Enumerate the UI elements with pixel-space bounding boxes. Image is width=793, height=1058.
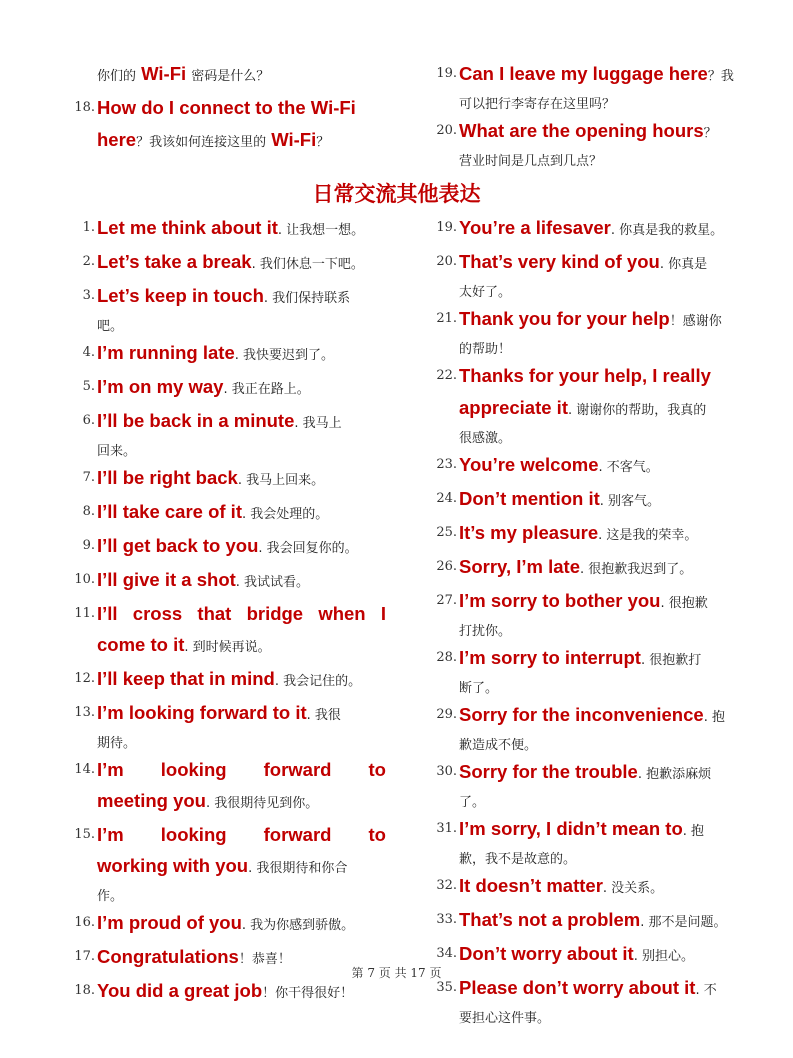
en-phrase: Let me think about it: [97, 217, 278, 238]
page-footer: 第 7 页 共 17 页: [351, 966, 442, 980]
entry-number: 6.: [82, 413, 95, 428]
phrase-line: [97, 371, 386, 405]
phrase-entry: [430, 449, 760, 483]
phrase-entry: [68, 754, 386, 819]
en-phrase: appreciate it: [459, 397, 568, 418]
translation-continuation: [97, 731, 386, 754]
zh-translation: 回来。: [97, 444, 137, 459]
translation-continuation: [459, 790, 760, 813]
phrase-line: [97, 697, 386, 731]
entry-19-top: [430, 58, 760, 115]
justified-line: [97, 819, 386, 850]
entry-number: 33.: [436, 912, 457, 927]
entry-number: 19.: [436, 66, 457, 81]
phrase-entry: [430, 870, 760, 904]
zh-translation: . 我会记住的。: [274, 674, 362, 689]
zh-translation: . 别担心。: [633, 949, 694, 964]
phrase-line: [97, 629, 386, 663]
entry-number: 11.: [74, 606, 95, 621]
left-phrase-list: [68, 212, 386, 1009]
entry-number: 18.: [74, 100, 95, 115]
zh-translation: 歉，我不是故意的。: [459, 852, 577, 867]
phrase-entry: [430, 756, 760, 813]
entry-number: 16.: [74, 915, 95, 930]
en-phrase: I’m on my way: [97, 376, 224, 397]
entry-number: 35.: [436, 980, 457, 995]
zh-translation: . 我试试看。: [235, 575, 310, 590]
phrase-line: [97, 850, 386, 884]
phrase-line: [459, 360, 760, 392]
en-phrase: Let’s keep in touch: [97, 285, 264, 306]
zh-translation: 吧。: [97, 319, 124, 334]
zh-translation: . 不客气。: [598, 460, 659, 475]
phrase-line: [459, 212, 760, 246]
zh-translation: . 到时候再说。: [184, 640, 271, 655]
top-right-column: [430, 58, 760, 172]
zh-translation: 要担心这件事。: [459, 1011, 551, 1026]
zh-translation: ！感谢你: [669, 314, 722, 329]
entry-number: 29.: [436, 707, 457, 722]
en-word: forward: [263, 824, 332, 845]
phrase-entry: [430, 517, 760, 551]
entry-number: 4.: [82, 345, 95, 360]
phrase-line: [459, 813, 760, 847]
zh-translation: 太好了。: [459, 285, 512, 300]
en-phrase: That’s very kind of you: [459, 251, 660, 272]
en-phrase: Sorry for the trouble: [459, 761, 638, 782]
en-phrase: I’m looking forward to it: [97, 702, 307, 723]
zh-translation: . 抱: [682, 824, 705, 839]
zh-text: 密码是什么？: [191, 69, 270, 84]
entry-number: 7.: [82, 470, 95, 485]
entry-number: 21.: [436, 311, 457, 326]
en-phrase: I’ll get back to you: [97, 535, 259, 556]
en-phrase: Sorry for the inconvenience: [459, 704, 704, 725]
phrase-line: [97, 785, 386, 819]
entry-number: 17.: [74, 949, 95, 964]
zh-translation: . 我为你感到骄傲。: [241, 918, 355, 933]
en-phrase: here: [97, 129, 137, 150]
zh-translation: . 让我想一想。: [277, 223, 365, 238]
section-heading: 日常交流其他表达: [312, 182, 481, 206]
zh-translation: 作。: [97, 889, 124, 904]
en-word: cross: [132, 603, 183, 624]
phrase-line: [459, 904, 760, 938]
zh-translation: . 这是我的荣幸。: [598, 528, 698, 543]
top-left-column: [68, 58, 388, 158]
zh-translation: . 我们休息一下吧。: [251, 257, 364, 272]
phrase-entry: [68, 819, 386, 907]
phrase-entry: [430, 483, 760, 517]
en-word: I’ll: [97, 603, 118, 624]
phrase-line: [97, 246, 386, 280]
entry-number: 13.: [74, 705, 95, 720]
en-phrase: I’ll keep that in mind: [97, 668, 275, 689]
en-phrase: I’ll be right back: [97, 467, 238, 488]
phrase-line: [97, 280, 386, 314]
phrase-line: [459, 870, 760, 904]
en-phrase: Don’t worry about it: [459, 943, 634, 964]
en-phrase: I’m proud of you: [97, 912, 242, 933]
en-word: when: [318, 603, 366, 624]
entry-number: 32.: [436, 878, 457, 893]
entry-17-continuation: [68, 58, 388, 92]
translation-continuation: [459, 426, 760, 449]
entry-number: 34.: [436, 946, 457, 961]
zh-translation: . 很抱歉: [660, 596, 708, 611]
zh-text: ？: [703, 126, 717, 141]
en-word: bridge: [246, 603, 304, 624]
phrase-line: [97, 907, 386, 941]
entry-18-top: [68, 92, 388, 158]
zh-translation: . 谢谢你的帮助，我真的: [568, 403, 707, 418]
en-phrase: You’re a lifesaver: [459, 217, 611, 238]
en-phrase: Wi-Fi: [271, 129, 317, 150]
phrase-line: [97, 496, 386, 530]
zh-translation: 歉造成不便。: [459, 738, 538, 753]
entry-number: 14.: [74, 762, 95, 777]
entry-number: 15.: [74, 827, 95, 842]
translation-continuation: [459, 280, 760, 303]
en-phrase: Thank you for your help: [459, 308, 670, 329]
entry-number: 20.: [436, 123, 457, 138]
entry-number: 19.: [436, 220, 457, 235]
entry-number: 3.: [82, 288, 95, 303]
zh-translation: . 我马上: [294, 416, 342, 431]
zh-translation: . 抱: [703, 710, 725, 725]
translation-continuation: [97, 439, 386, 462]
phrase-entry: [430, 904, 760, 938]
en-phrase: I’m sorry, I didn’t mean to: [459, 818, 683, 839]
phrase-entry: [68, 212, 386, 246]
zh-text: ？: [316, 135, 330, 150]
en-phrase: Don’t mention it: [459, 488, 600, 509]
zh-translation: . 我很期待见到你。: [205, 796, 319, 811]
en-phrase: Sorry, I’m late: [459, 556, 580, 577]
phrase-entry: [68, 371, 386, 405]
zh-text: 可以把行李寄存在这里吗？: [459, 97, 616, 112]
zh-translation: . 我很: [306, 708, 341, 723]
phrase-entry: [68, 564, 386, 598]
entry-number: 10.: [74, 572, 95, 587]
phrase-line: [459, 483, 760, 517]
entry-number: 18.: [74, 983, 95, 998]
zh-translation: . 很抱歉我迟到了。: [579, 562, 693, 577]
phrase-entry: [430, 246, 760, 303]
zh-text: 你们的: [97, 69, 137, 84]
en-word: to: [368, 759, 386, 780]
zh-translation: 期待。: [97, 736, 137, 751]
zh-translation: . 你真是我的救星。: [610, 223, 724, 238]
en-phrase: That’s not a problem: [459, 909, 641, 930]
zh-translation: 很感激。: [459, 431, 512, 446]
phrase-entry: [68, 246, 386, 280]
translation-continuation: [459, 1006, 760, 1029]
phrase-entry: [68, 907, 386, 941]
phrase-entry: [68, 405, 386, 462]
en-phrase: I’m sorry to bother you: [459, 590, 661, 611]
en-phrase: It doesn’t matter: [459, 875, 603, 896]
translation-continuation: [459, 676, 760, 699]
entry-number: 8.: [82, 504, 95, 519]
phrase-line: [459, 756, 760, 790]
zh-translation: . 我很期待和你合: [248, 861, 348, 876]
phrase-line: [97, 337, 386, 371]
zh-translation: . 我会处理的。: [241, 507, 329, 522]
entry-number: 28.: [436, 650, 457, 665]
en-phrase: Thanks for your help, I really: [459, 365, 711, 386]
entry-number: 12.: [74, 671, 95, 686]
zh-translation: . 我马上回来。: [237, 473, 325, 488]
translation-continuation: [97, 884, 386, 907]
zh-translation: . 不: [695, 983, 717, 998]
zh-translation: . 那不是问题。: [640, 915, 727, 930]
phrase-line: [459, 392, 760, 426]
phrase-entry: [430, 813, 760, 870]
en-word: forward: [263, 759, 332, 780]
zh-translation: . 我会回复你的。: [258, 541, 358, 556]
phrase-line: [97, 405, 386, 439]
zh-translation: . 你真是: [659, 257, 708, 272]
en-phrase: How do I connect to the Wi-Fi: [97, 97, 356, 118]
zh-translation: 了。: [459, 795, 486, 810]
en-phrase: I’ll be back in a minute: [97, 410, 295, 431]
zh-translation: ！恭喜！: [238, 952, 291, 967]
en-phrase: Wi-Fi: [141, 63, 187, 84]
translation-continuation: [459, 337, 760, 360]
zh-translation: . 很抱歉打: [640, 653, 702, 668]
en-phrase: meeting you: [97, 790, 206, 811]
en-word: looking: [160, 824, 227, 845]
en-phrase: Congratulations: [97, 946, 239, 967]
translation-continuation: [459, 733, 760, 756]
en-phrase: I’ll give it a shot: [97, 569, 236, 590]
phrase-entry: [68, 337, 386, 371]
zh-text: ？我: [707, 69, 734, 84]
phrase-line: [97, 212, 386, 246]
phrase-line: [97, 530, 386, 564]
entry-number: 22.: [436, 368, 457, 383]
phrase-entry: [430, 642, 760, 699]
en-phrase: Please don’t worry about it: [459, 977, 696, 998]
zh-translation: 的帮助！: [459, 342, 512, 357]
en-phrase: Can I leave my luggage here: [459, 63, 708, 84]
en-phrase: Let’s take a break: [97, 251, 252, 272]
phrase-entry: [430, 585, 760, 642]
entry-number: 27.: [436, 593, 457, 608]
entry-number: 30.: [436, 764, 457, 779]
zh-text: 营业时间是几点到几点？: [459, 154, 603, 169]
phrase-line: [459, 246, 760, 280]
entry-20-top: [430, 115, 760, 172]
entry-number: 31.: [436, 821, 457, 836]
phrase-entry: [68, 598, 386, 663]
phrase-entry: [430, 212, 760, 246]
en-phrase: It’s my pleasure: [459, 522, 599, 543]
zh-translation: . 我们保持联系: [263, 291, 351, 306]
entry-number: 23.: [436, 457, 457, 472]
entry-number: 5.: [82, 379, 95, 394]
zh-translation: . 我快要迟到了。: [234, 348, 334, 363]
entry-number: 20.: [436, 254, 457, 269]
translation-continuation: [97, 314, 386, 337]
zh-translation: ！你干得很好！: [262, 986, 354, 1001]
phrase-entry: [68, 496, 386, 530]
entry-number: 1.: [82, 220, 95, 235]
phrase-line: [459, 449, 760, 483]
en-word: I’m: [97, 824, 124, 845]
en-phrase: working with you: [97, 855, 249, 876]
entry-number: 2.: [82, 254, 95, 269]
entry-number: 9.: [82, 538, 95, 553]
en-word: looking: [160, 759, 227, 780]
entry-number: 25.: [436, 525, 457, 540]
translation-continuation: [459, 847, 760, 870]
phrase-entry: [430, 551, 760, 585]
phrase-line: [459, 699, 760, 733]
phrase-entry: [430, 360, 760, 449]
phrase-line: [459, 551, 760, 585]
phrase-line: [97, 462, 386, 496]
en-word: to: [368, 824, 386, 845]
justified-line: [97, 598, 386, 629]
phrase-entry: [430, 303, 760, 360]
en-word: I: [380, 603, 386, 624]
en-phrase: You did a great job: [97, 980, 263, 1001]
en-phrase: What are the opening hours: [459, 120, 704, 141]
zh-translation: . 我正在路上。: [223, 382, 310, 397]
phrase-line: [97, 564, 386, 598]
phrase-line: [459, 303, 760, 337]
phrase-line: [459, 642, 760, 676]
entry-number: 24.: [436, 491, 457, 506]
zh-translation: 打扰你。: [459, 624, 512, 639]
zh-translation: 断了。: [459, 681, 499, 696]
en-phrase: I’ll take care of it: [97, 501, 242, 522]
en-phrase: come to it: [97, 634, 185, 655]
en-word: I’m: [97, 759, 124, 780]
phrase-line: [97, 663, 386, 697]
phrase-line: [459, 585, 760, 619]
phrase-entry: [68, 462, 386, 496]
justified-line: [97, 754, 386, 785]
phrase-entry: [430, 699, 760, 756]
phrase-entry: [68, 663, 386, 697]
zh-translation: . 别客气。: [599, 494, 661, 509]
zh-text: ？我该如何连接这里的: [136, 135, 267, 150]
right-phrase-list: [430, 212, 760, 1029]
translation-continuation: [459, 619, 760, 642]
phrase-entry: [68, 280, 386, 337]
phrase-line: [459, 517, 760, 551]
en-phrase: You’re welcome: [459, 454, 599, 475]
phrase-entry: [68, 530, 386, 564]
zh-translation: . 抱歉添麻烦: [637, 767, 712, 782]
en-phrase: I’m running late: [97, 342, 235, 363]
en-word: that: [197, 603, 232, 624]
phrase-entry: [68, 697, 386, 754]
en-phrase: I’m sorry to interrupt: [459, 647, 641, 668]
zh-translation: . 没关系。: [602, 881, 664, 896]
entry-number: 26.: [436, 559, 457, 574]
